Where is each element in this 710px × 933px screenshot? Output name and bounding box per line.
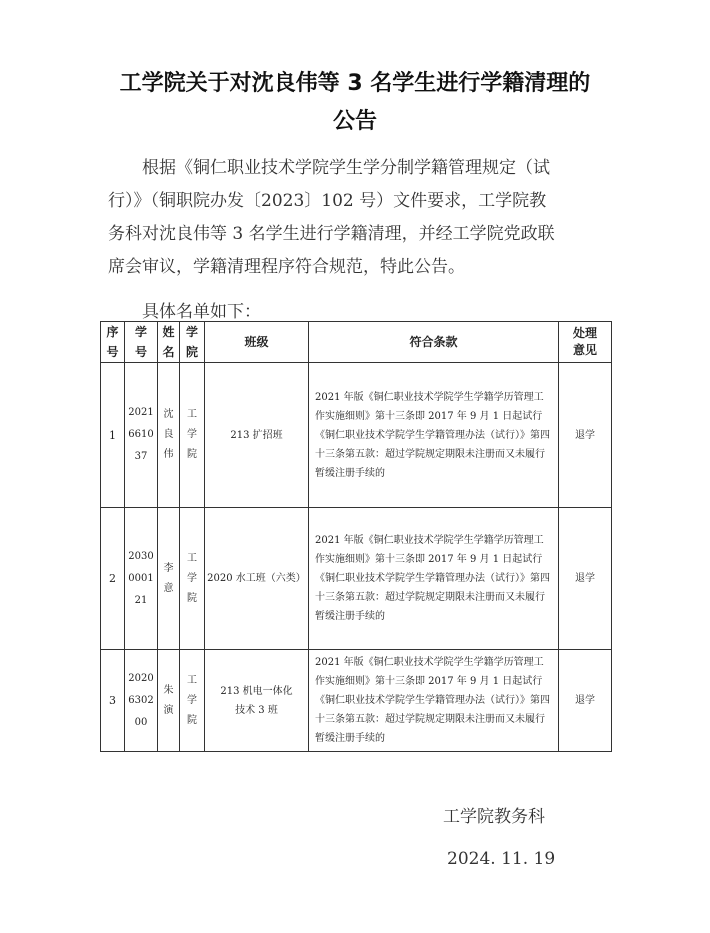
- signature: 工学院教务科: [443, 807, 545, 827]
- header-no: 序号: [101, 322, 125, 363]
- body-line: 务科对沈良伟等 3 名学生进行学籍清理，并经工学院党政联: [108, 224, 555, 244]
- table-row: [101, 508, 612, 650]
- cell-decision: 退学: [559, 650, 612, 752]
- header-student-id: 学号: [125, 322, 158, 363]
- cell-class: 2020 水工班（六类）: [205, 508, 309, 650]
- notice-title-line2: 公告: [332, 109, 377, 134]
- notice-body: [108, 152, 608, 284]
- cell-rule: 2021 年版《铜仁职业技术学院学生学籍学历管理工作实施细则》第十三条即 2017 年 9 月 1 日起试行《铜仁职业技术学院学生学籍管理办法（试行）》第四十三条第五款：超过学院规定期限未注册而又未履行暂缓注册手续的: [309, 363, 559, 508]
- cell-college: 工学院: [180, 363, 205, 508]
- header-decision: 处理意见: [559, 322, 612, 363]
- table-row: [101, 363, 612, 508]
- body-line: 根据《铜仁职业技术学院学生学分制学籍管理规定（试: [142, 158, 550, 178]
- student-list-table: [100, 321, 612, 752]
- cell-name: 沈良伟: [158, 363, 180, 508]
- cell-college: 工学院: [180, 650, 205, 752]
- cell-decision: 退学: [559, 363, 612, 508]
- cell-student-id: 2020630200: [125, 650, 158, 752]
- issue-date: 2024. 11. 19: [447, 849, 556, 869]
- cell-college: 工学院: [180, 508, 205, 650]
- cell-no: 2: [101, 508, 125, 650]
- list-intro: 具体名单如下：: [142, 302, 261, 322]
- header-college: 学院: [180, 322, 205, 363]
- cell-rule: 2021 年版《铜仁职业技术学院学生学籍学历管理工作实施细则》第十三条即 2017 年 9 月 1 日起试行《铜仁职业技术学院学生学籍管理办法（试行）》第四十三条第五款：超过学院规定期限未注册而又未履行暂缓注册手续的: [309, 650, 559, 752]
- cell-decision: 退学: [559, 508, 612, 650]
- header-class: 班级: [205, 322, 309, 363]
- cell-student-id: 2030000121: [125, 508, 158, 650]
- header-rule: 符合条款: [309, 322, 559, 363]
- cell-no: 3: [101, 650, 125, 752]
- table-header-row: [101, 322, 612, 363]
- body-line: 席会审议，学籍清理程序符合规范，特此公告。: [108, 257, 465, 277]
- cell-class: 213 机电一体化技术 3 班: [205, 650, 309, 752]
- cell-rule: 2021 年版《铜仁职业技术学院学生学籍学历管理工作实施细则》第十三条即 2017 年 9 月 1 日起试行《铜仁职业技术学院学生学籍管理办法（试行）》第四十三条第五款：超过学院规定期限未注册而又未履行暂缓注册手续的: [309, 508, 559, 650]
- body-line: 行）》（铜职院办发〔2023〕102 号）文件要求，工学院教: [108, 191, 547, 211]
- table-row: [101, 650, 612, 752]
- cell-name: 李意: [158, 508, 180, 650]
- cell-name: 朱演: [158, 650, 180, 752]
- cell-class: 213 扩招班: [205, 363, 309, 508]
- notice-title: 工学院关于对沈良伟等 3 名学生进行学籍清理的: [119, 71, 591, 96]
- cell-no: 1: [101, 363, 125, 508]
- header-name: 姓名: [158, 322, 180, 363]
- cell-student-id: 2021661037: [125, 363, 158, 508]
